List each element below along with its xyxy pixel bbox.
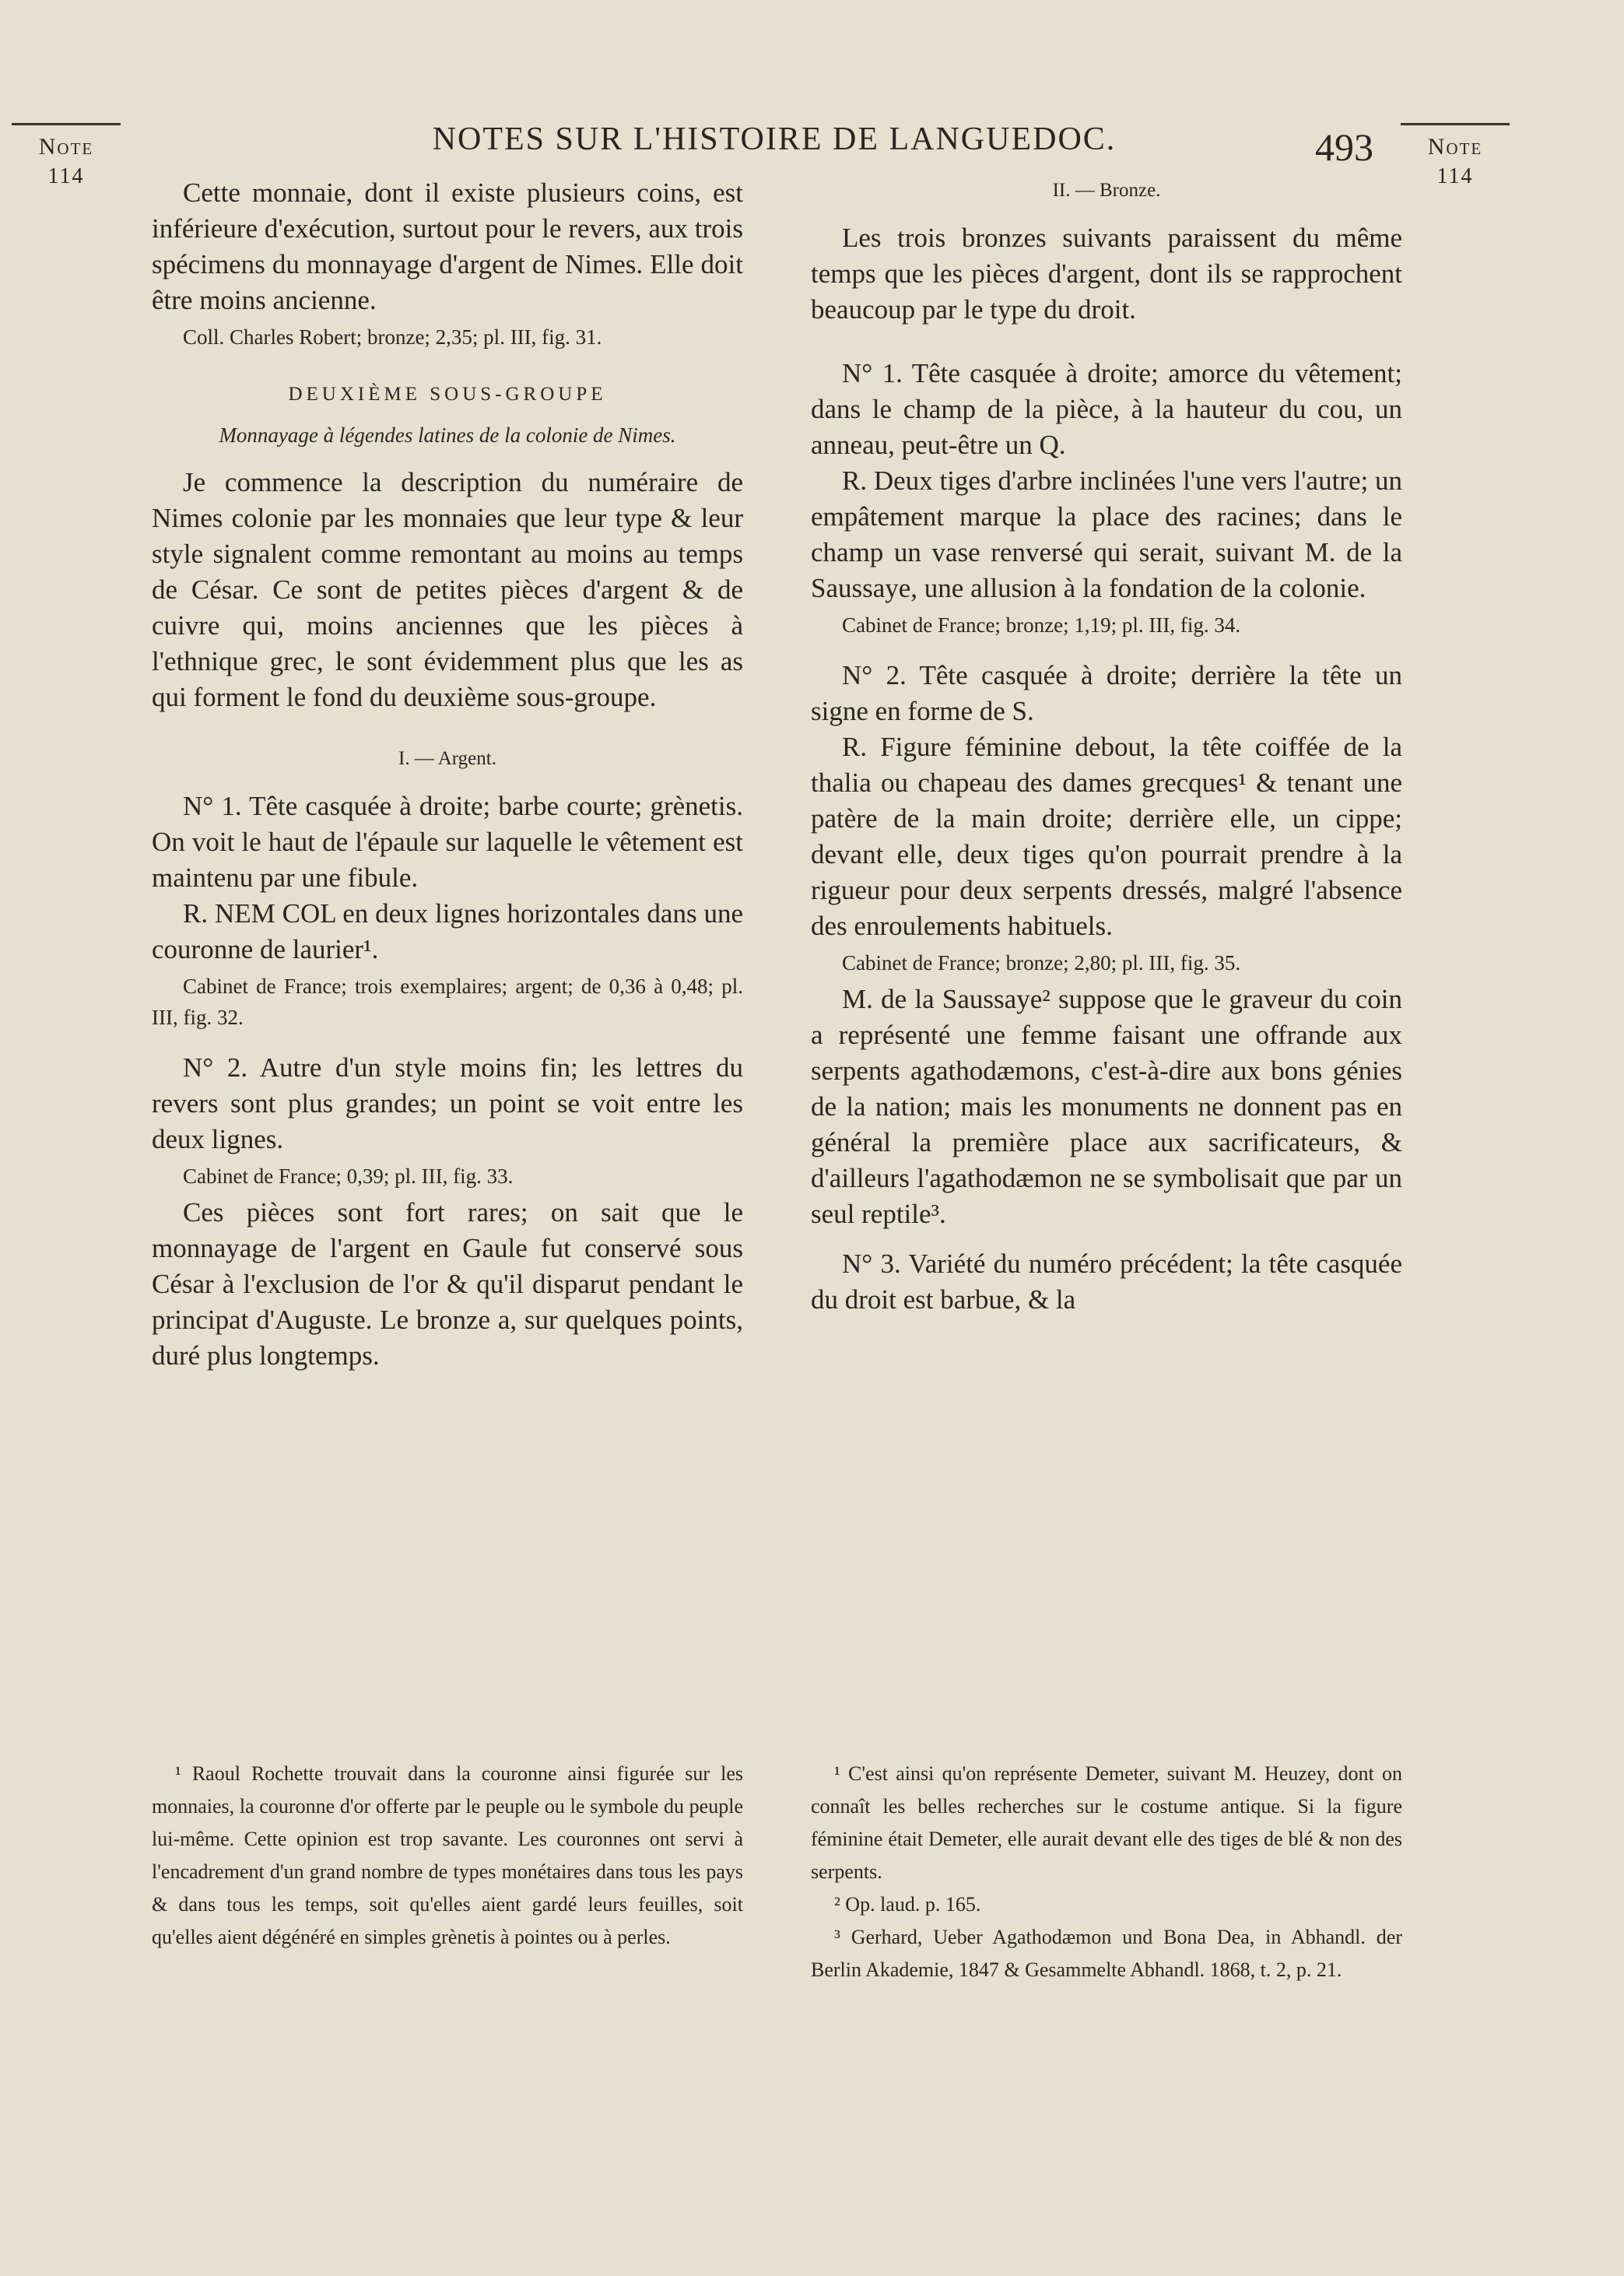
- entry-number-3: N° 3. Variété du numéro précédent; la tête casquée du droit est barbue, & la: [811, 1249, 1402, 1315]
- side-note-left: [8, 123, 125, 192]
- paragraph: Je commence la description du numéraire de Nimes colonie par les monnaies que leur type & leur style signalent comme remontant au moins au temps de César. Ce sont de petites pièces d'argent & de cuivre qui, moins anciennes que les pièces à l'ethnique grec, le sont évidemment plus que les as qui forment le fond du deuxième sous-groupe.: [152, 467, 743, 712]
- citation: Cabinet de France; bronze; 1,19; pl. III, fig. 34.: [842, 613, 1241, 637]
- paragraph: Les trois bronzes suivants paraissent du même temps que les pièces d'argent, dont ils se rapprochent beaucoup par le type du droit.: [811, 223, 1402, 325]
- citation: Cabinet de France; 0,39; pl. III, fig. 33.: [183, 1164, 514, 1188]
- entry-reverse: R. NEM COL en deux lignes horizontales dans une couronne de laurier¹.: [152, 898, 743, 964]
- section-title: DEUXIÈME SOUS-GROUPE: [288, 384, 607, 405]
- side-note-right: [1397, 123, 1514, 192]
- paragraph: Ces pièces sont fort rares; on sait que le monnayage de l'argent en Gaule fut conservé sous César à l'exclusion de l'or & qu'il disparut pendant le principat d'Auguste. Le bronze a, sur quelques points, duré plus longtemps.: [152, 1197, 743, 1371]
- side-note-rule: [1401, 123, 1510, 125]
- footnote: ¹ C'est ainsi qu'on représente Demeter, suivant M. Heuzey, dont on connaît les belles recherches sur le costume antique. Si la figure féminine était Demeter, elle aurait devant elle des tiges de blé & non des serpents.: [811, 1762, 1402, 1883]
- running-title: NOTES SUR L'HISTOIRE DE LANGUEDOC.: [432, 121, 1117, 157]
- entry-number-2: N° 2. Tête casquée à droite; derrière la tête un signe en forme de S.: [811, 660, 1402, 726]
- citation: Cabinet de France; trois exemplaires; argent; de 0,36 à 0,48; pl. III, fig. 32.: [152, 975, 743, 1029]
- paragraph: M. de la Saussaye² suppose que le graveur du coin a représenté une femme faisant une offrande aux serpents agathodæmons, c'est-à-dire aux bons génies de la nation; mais les monuments ne donnent pas en général la première place aux sacrificateurs, & d'ailleurs l'agathodæmon ne se symbolisait que par un seul reptile³.: [811, 984, 1402, 1229]
- side-note-label: Note: [38, 134, 94, 160]
- entry-reverse: R. Figure féminine debout, la tête coiffée de la thalia ou chapeau des dames grecques¹ & tenant une patère de la main droite; derrière elle, un cippe; devant elle, deux tiges qu'on pourrait prendre à la rigueur pour deux serpents dressés, malgré l'absence des enroulements habituels.: [811, 732, 1402, 941]
- footnotes-right: [811, 1758, 1402, 1986]
- subsection-title: II. — Bronze.: [1052, 180, 1161, 201]
- entry-number-2: N° 2. Autre d'un style moins fin; les lettres du revers sont plus grandes; un point se voit entre les deux lignes.: [152, 1052, 743, 1154]
- side-note-rule: [12, 123, 121, 125]
- citation: Coll. Charles Robert; bronze; 2,35; pl. III, fig. 31.: [183, 325, 602, 349]
- footnote: ² Op. laud. p. 165.: [834, 1893, 981, 1916]
- entry-number-1: N° 1. Tête casquée à droite; barbe courte; grènetis. On voit le haut de l'épaule sur laquelle le vêtement est maintenu par une fibule.: [152, 791, 743, 893]
- section-subtitle: Monnayage à légendes latines de la colonie de Nimes.: [219, 423, 676, 447]
- page-number: 493: [1315, 125, 1373, 169]
- footnote: ³ Gerhard, Ueber Agathodæmon und Bona Dea, in Abhandl. der Berlin Akademie, 1847 & Gesammelte Abhandl. 1868, t. 2, p. 21.: [811, 1926, 1402, 1981]
- left-column: [152, 175, 743, 1374]
- paragraph: Cette monnaie, dont il existe plusieurs coins, est inférieure d'exécution, surtout pour le revers, aux trois spécimens du monnayage d'argent de Nimes. Elle doit être moins ancienne.: [152, 177, 743, 315]
- entry-number-1: N° 1. Tête casquée à droite; amorce du vêtement; dans le champ de la pièce, à la hauteur du cou, un anneau, peut-être un Q.: [811, 358, 1402, 460]
- citation: Cabinet de France; bronze; 2,80; pl. III, fig. 35.: [842, 951, 1241, 975]
- footnotes-left: [152, 1758, 743, 1954]
- right-column: [811, 175, 1402, 1318]
- subsection-title: I. — Argent.: [398, 748, 496, 769]
- side-note-label: Note: [1427, 134, 1483, 160]
- side-note-number: 114: [1436, 164, 1474, 188]
- footnote: ¹ Raoul Rochette trouvait dans la couronne ainsi figurée sur les monnaies, la couronne d'or offerte par le peuple ou le symbole du peuple lui-même. Cette opinion est trop savante. Les couronnes ont servi à l'encadrement d'un grand nombre de types monétaires dans tous les pays & dans tous les temps, soit qu'elles aient gardé leurs feuilles, soit qu'elles aient dégénéré en simples grènetis à pointes ou à perles.: [152, 1762, 743, 1948]
- entry-reverse: R. Deux tiges d'arbre inclinées l'une vers l'autre; un empâtement marque la place des racines; dans le champ un vase renversé qui serait, suivant M. de la Saussaye, une allusion à la fondation de la colonie.: [811, 465, 1402, 603]
- side-note-number: 114: [47, 164, 85, 188]
